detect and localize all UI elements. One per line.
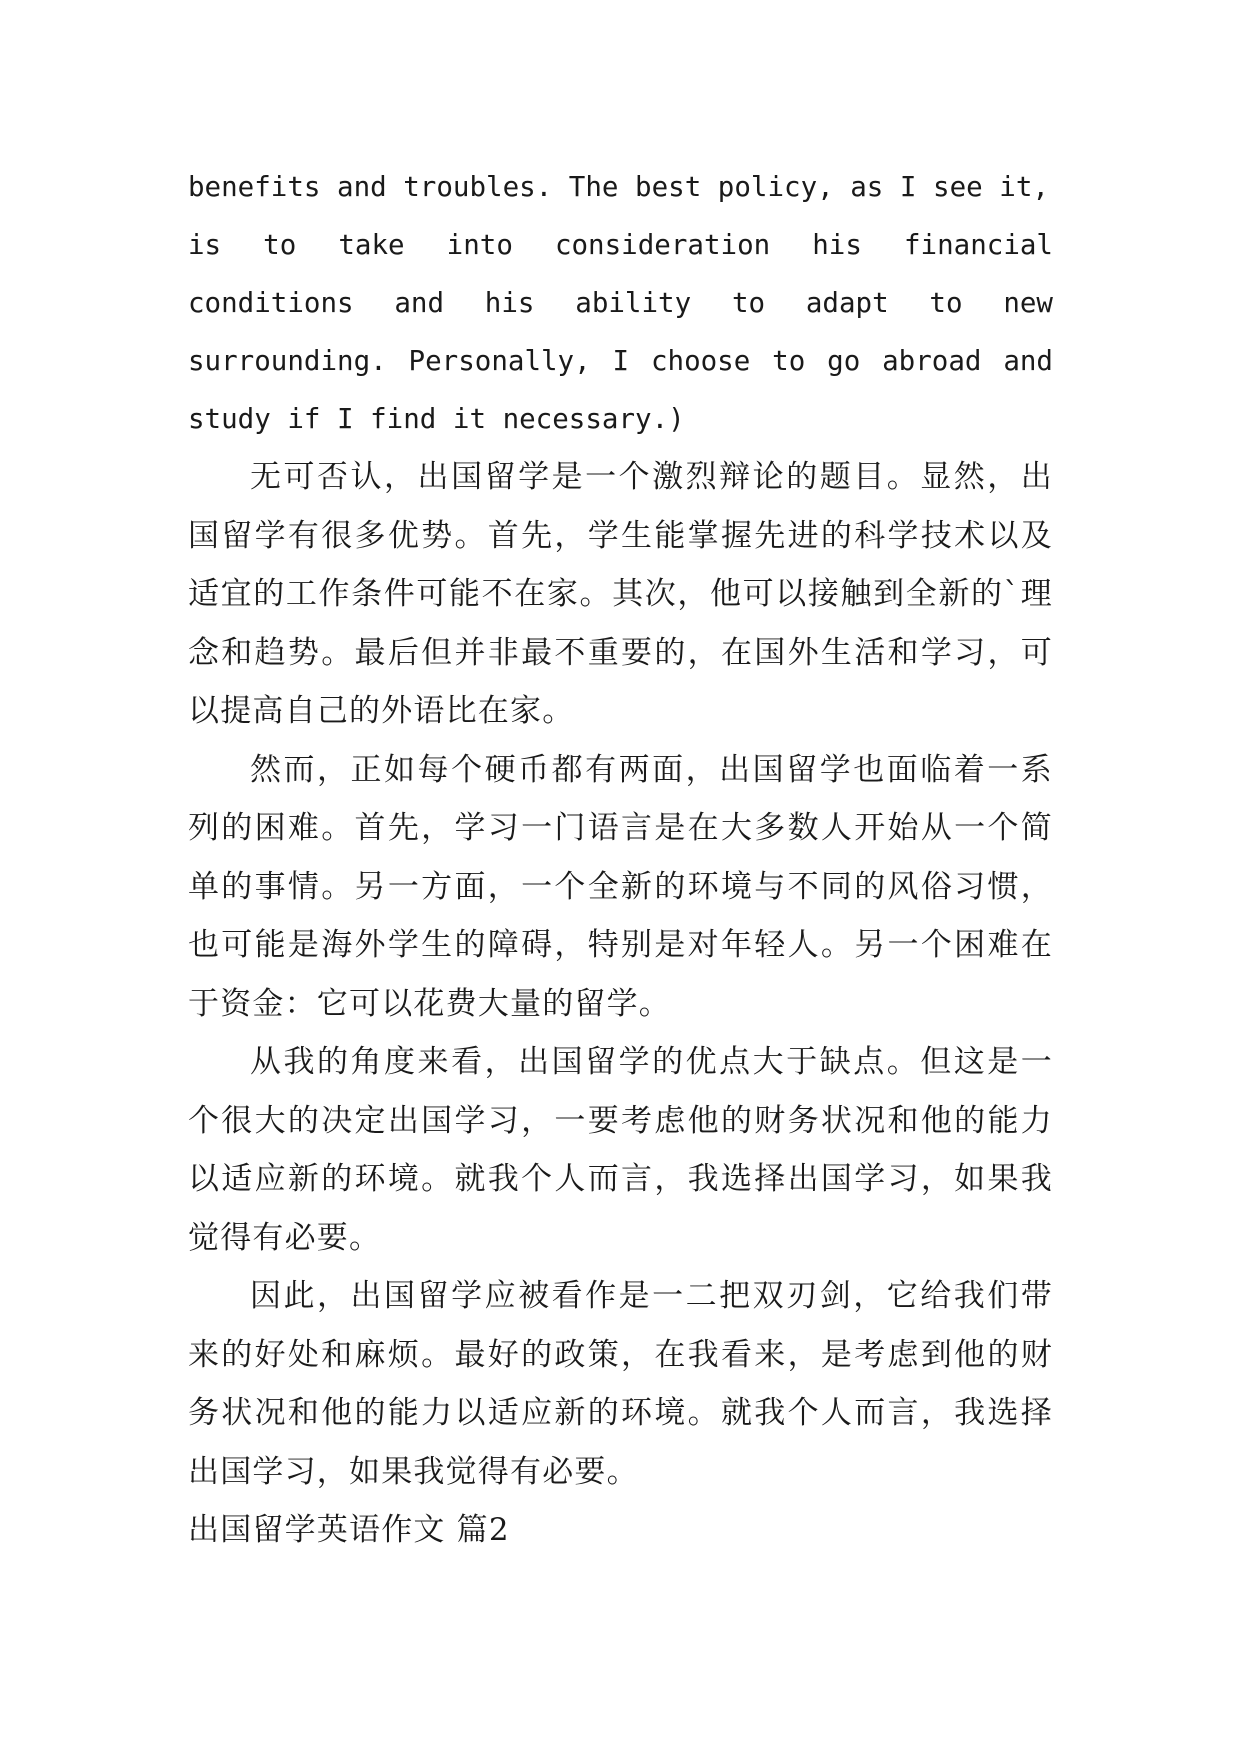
english-line: conditions and his ability to adapt to new (188, 287, 1053, 319)
english-line: surrounding. Personally, I choose to go abroad and (188, 345, 1053, 377)
english-line: is to take into consideration his financial (188, 229, 1053, 261)
english-line: benefits and troubles. The best policy, as I see it, (188, 171, 1049, 203)
chinese-paragraph: 因此，出国留学应被看作是一二把双刃剑，它给我们带来的好处和麻烦。最好的政策，在我看来，是考虑到他的财务状况和他的能力以适应新的环境。就我个人而言，我选择出国学习，如果我觉得有必要。 (188, 1278, 1053, 1490)
chinese-paragraph: 无可否认，出国留学是一个激烈辩论的题目。显然，出国留学有很多优势。首先，学生能掌握先进的科学技术以及适宜的工作条件可能不在家。其次，他可以接触到全新的`理念和趋势。最后但并非最不重要的，在国外生活和学习，可以提高自己的外语比在家。 (188, 459, 1053, 729)
english-line: study if I find it necessary.) (188, 403, 685, 435)
english-paragraph (188, 158, 1053, 448)
section-heading: 出国留学英语作文 篇2 (188, 1512, 510, 1548)
document-page (188, 158, 1053, 1560)
chinese-paragraph: 从我的角度来看，出国留学的优点大于缺点。但这是一个很大的决定出国学习，一要考虑他的财务状况和他的能力以适应新的环境。就我个人而言，我选择出国学习，如果我觉得有必要。 (188, 1044, 1053, 1256)
chinese-paragraph: 然而，正如每个硬币都有两面，出国留学也面临着一系列的困难。首先，学习一门语言是在大多数人开始从一个简单的事情。另一方面，一个全新的环境与不同的风俗习惯，也可能是海外学生的障碍，特别是对年轻人。另一个困难在于资金：它可以花费大量的留学。 (188, 751, 1053, 1022)
